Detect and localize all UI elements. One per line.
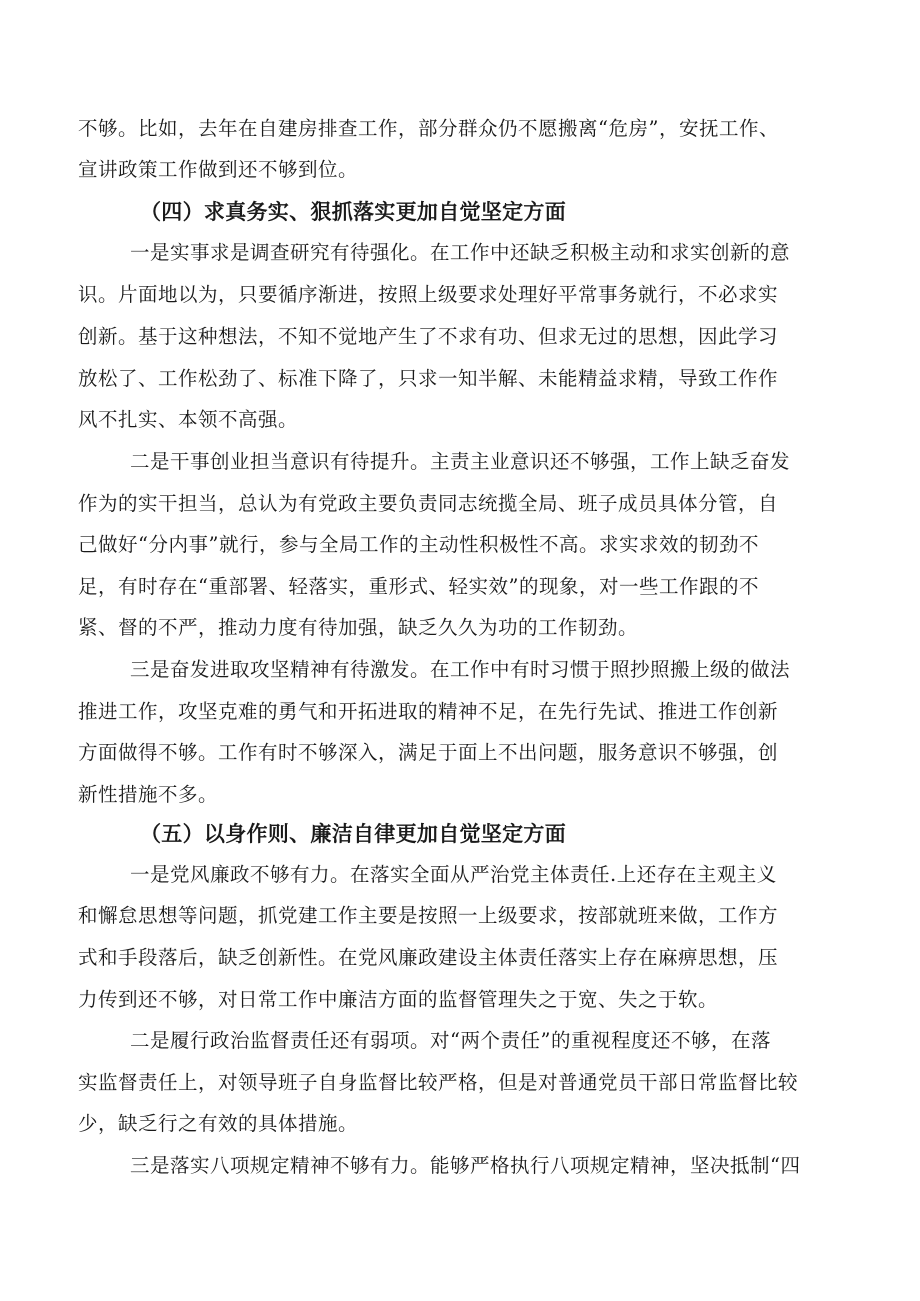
paragraph-line: 识。片面地以为，只要循序渐进，按照上级要求处理好平常事务就行，不必求实	[78, 283, 779, 306]
paragraph-line: 式和手段落后，缺乏创新性。在党风廉政建设主体责任落实上存在麻痹思想，压	[78, 946, 779, 969]
paragraph-line: 一是实事求是调查研究有待强化。在工作中还缺乏积极主动和求实创新的意	[130, 241, 791, 264]
paragraph-line: 一是党风廉政不够有力。在落实全面从严治党主体责任.上还存在主观主义	[130, 863, 777, 886]
paragraph-line: 作为的实干担当，总认为有党政主要负责同志统揽全局、班子成员具体分管，自	[78, 492, 779, 515]
paragraph-line: 足，有时存在“重部署、轻落实，重形式、轻实效”的现象，对一些工作跟的不	[78, 575, 759, 598]
paragraph-line: 己做好“分内事”就行，参与全局工作的主动性积极性不高。求实求效的韧劲不	[78, 533, 759, 556]
paragraph-line: 推进工作，攻坚克难的勇气和开拓进取的精神不足，在先行先试、推进工作创新	[78, 700, 779, 723]
section-heading-5: （五）以身作则、廉洁自律更加自觉坚定方面	[140, 822, 566, 846]
paragraph-line: 紧、督的不严，推动力度有待加强，缺乏久久为功的工作韧劲。	[78, 616, 639, 639]
paragraph-line: 三是落实八项规定精神不够有力。能够严格执行八项规定精神，坚决抵制“四	[130, 1154, 801, 1177]
paragraph-line: 方面做得不够。工作有时不够深入，满足于面上不出问题，服务意识不够强，创	[78, 741, 779, 764]
paragraph-line: 力传到还不够，对日常工作中廉洁方面的监督管理失之于宽、失之于软。	[78, 988, 719, 1011]
paragraph-line: 二是履行政治监督责任还有弱项。对“两个责任”的重视程度还不够，在落	[130, 1029, 771, 1052]
paragraph-line: 三是奋发进取攻坚精神有待激发。在工作中有时习惯于照抄照搬上级的做法	[130, 658, 791, 681]
paragraph-line: 不够。比如，去年在自建房排查工作，部分群众仍不愿搬离“危房”，安抚工作、	[78, 117, 779, 140]
paragraph-line: 放松了、工作松劲了、标准下降了，只求一知半解、未能精益求精，导致工作作	[78, 367, 779, 390]
paragraph-line: 二是干事创业担当意识有待提升。主责主业意识还不够强，工作上缺乏奋发	[130, 450, 791, 473]
paragraph-line: 创新。基于这种想法，不知不觉地产生了不求有功、但求无过的思想，因此学习	[78, 325, 779, 348]
paragraph-line: 宣讲政策工作做到还不够到位。	[78, 158, 359, 181]
paragraph-line: 实监督责任上，对领导班子自身监督比较严格，但是对普通党员干部日常监督比较	[78, 1071, 799, 1094]
paragraph-line: 和懈怠思想等问题，抓党建工作主要是按照一上级要求，按部就班来做，工作方	[78, 904, 779, 927]
section-heading-4: （四）求真务实、狠抓落实更加自觉坚定方面	[140, 200, 566, 224]
paragraph-line: 少，缺乏行之有效的具体措施。	[78, 1112, 359, 1135]
paragraph-line: 新性措施不多。	[78, 783, 219, 806]
paragraph-line: 风不扎实、本领不高强。	[78, 408, 299, 431]
